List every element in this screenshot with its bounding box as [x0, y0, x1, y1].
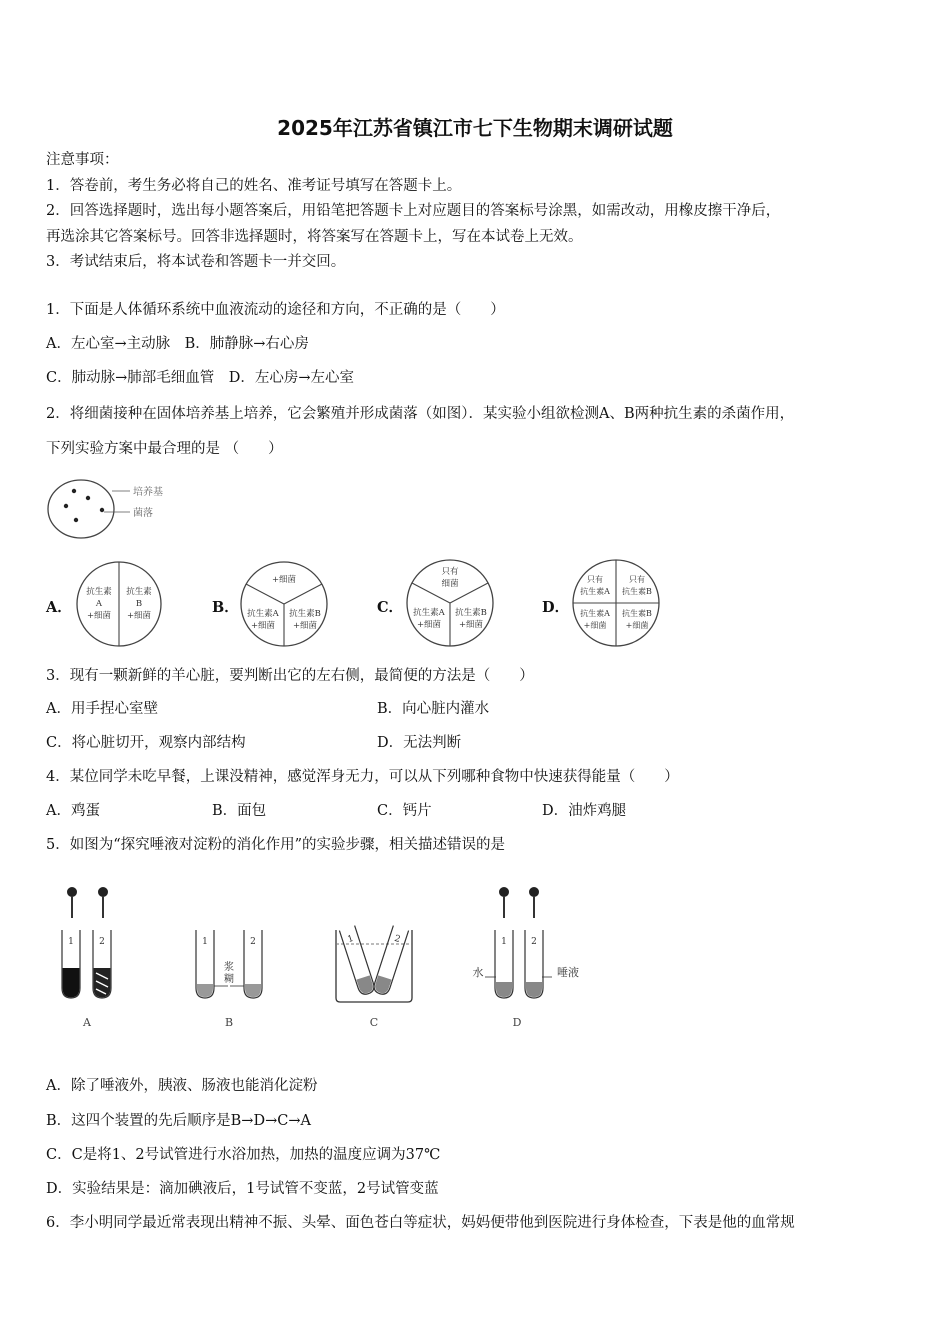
q6-stem: 6．李小明同学最近常表现出精神不振、头晕、面色苍白等症状，妈妈便带他到医院进行身体检查，下表是他的血常规: [46, 1215, 795, 1231]
svg-text:+细菌: +细菌: [126, 611, 152, 621]
svg-text:A: A: [95, 599, 103, 609]
svg-text:唾液: 唾液: [557, 966, 579, 979]
notice-item: 3．考试结束后，将本试卷和答题卡一并交回。: [46, 254, 346, 270]
colony-dot: [74, 518, 78, 522]
svg-text:1: 1: [501, 937, 507, 947]
svg-text:+细菌: +细菌: [583, 621, 607, 630]
svg-text:+细菌: +细菌: [458, 620, 484, 630]
label-medium: 培养基: [133, 487, 163, 498]
svg-text:浆: 浆: [224, 962, 234, 973]
step-d-figure: [473, 887, 580, 1029]
q3-option-d: D．无法判断: [377, 735, 462, 751]
dish-option-d: [570, 558, 662, 648]
colony-dot: [86, 496, 90, 500]
notice-heading: 注意事项：: [46, 152, 119, 168]
svg-text:细菌: 细菌: [441, 579, 459, 589]
q2-option-b-label: B．: [212, 599, 239, 616]
svg-text:B: B: [135, 599, 143, 609]
q2-option-d-label: D．: [542, 599, 570, 616]
svg-text:2: 2: [392, 933, 402, 946]
q2-stem-line2: 下列实验方案中最合理的是 （ ）: [46, 441, 283, 457]
svg-text:2: 2: [531, 937, 537, 947]
q5-option-d: D．实验结果是：滴加碘液后，1号试管不变蓝，2号试管变蓝: [46, 1181, 439, 1197]
notice-item: 2．回答选择题时，选出每小题答案后，用铅笔把答题卡上对应题目的答案标号涂黑，如需改动，用橡皮擦干净后，: [46, 203, 781, 219]
step-a-figure: [62, 887, 111, 1029]
q4-option-a: A．鸡蛋: [46, 803, 100, 819]
q3-option-c: C．将心脏切开，观察内部结构: [46, 735, 246, 751]
exam-title: 2025年江苏省镇江市七下生物期末调研试题: [277, 116, 673, 140]
label-colony: 菌落: [133, 508, 153, 519]
q5-option-c: C．C是将1、2号试管进行水浴加热，加热的温度应调为37℃: [46, 1147, 441, 1163]
step-c-figure: [336, 926, 412, 1029]
svg-text:+细菌: +细菌: [416, 620, 442, 630]
svg-text:抗生素B: 抗生素B: [455, 608, 487, 618]
q4-option-d: D．油炸鸡腿: [542, 803, 627, 819]
svg-text:抗生素B: 抗生素B: [622, 609, 652, 618]
svg-text:1: 1: [202, 937, 208, 947]
q1-stem: 1．下面是人体循环系统中血液流动的途径和方向，不正确的是（ ）: [46, 302, 505, 318]
svg-text:1: 1: [68, 937, 74, 947]
q3-stem: 3．现有一颗新鲜的羊心脏，要判断出它的左右侧，最简便的方法是（ ）: [46, 668, 534, 684]
svg-text:只有: 只有: [629, 575, 645, 584]
svg-text:2: 2: [99, 937, 105, 947]
q1-options-row2: C．肺动脉→肺部毛细血管 D．左心房→左心室: [46, 370, 355, 386]
colony-dot: [100, 508, 104, 512]
q4-stem: 4．某位同学未吃早餐，上课没精神，感觉浑身无力，可以从下列哪种食物中快速获得能量（ ）: [46, 769, 679, 785]
svg-text:+细菌: +细菌: [625, 621, 649, 630]
dish-option-a: [74, 560, 164, 648]
svg-text:抗生素: 抗生素: [86, 587, 112, 597]
colony-dot: [72, 489, 76, 493]
petri-dish-figure: [44, 474, 184, 546]
q4-option-c: C．钙片: [377, 803, 432, 819]
svg-text:+细菌: +细菌: [271, 575, 297, 585]
svg-text:抗生素A: 抗生素A: [580, 609, 610, 618]
step-b-figure: [196, 930, 262, 1029]
q2-stem-line1: 2．将细菌接种在固体培养基上培养，它会繁殖并形成菌落（如图）．某实验小组欲检测A、B两种抗生素的杀菌作用，: [46, 406, 795, 422]
q2-option-a-label: A．: [46, 599, 72, 616]
q2-option-c-label: C．: [377, 599, 404, 616]
svg-text:B: B: [224, 1016, 234, 1029]
q1-options-row1: A．左心室→主动脉 B．肺静脉→右心房: [46, 336, 309, 352]
svg-text:只有: 只有: [441, 567, 459, 577]
svg-text:抗生素A: 抗生素A: [247, 609, 279, 619]
svg-text:+细菌: +细菌: [292, 621, 318, 631]
svg-text:D: D: [512, 1016, 522, 1029]
svg-text:糊: 糊: [224, 974, 234, 985]
svg-text:抗生素A: 抗生素A: [413, 608, 445, 618]
svg-text:只有: 只有: [587, 575, 603, 584]
q5-option-a: A．除了唾液外，胰液、肠液也能消化淀粉: [46, 1078, 318, 1094]
svg-text:+细菌: +细菌: [250, 621, 276, 631]
q5-option-b: B．这四个装置的先后顺序是B→D→C→A: [46, 1113, 311, 1129]
notice-item: 再选涂其它答案标号。回答非选择题时，将答案写在答题卡上，写在本试卷上无效。: [46, 229, 583, 245]
notice-item: 1．答卷前，考生务必将自己的姓名、准考证号填写在答题卡上。: [46, 178, 462, 194]
q4-option-b: B．面包: [212, 803, 267, 819]
svg-text:2: 2: [250, 937, 256, 947]
dish-option-c: [404, 558, 496, 648]
svg-text:抗生素: 抗生素: [126, 587, 152, 597]
svg-text:C: C: [369, 1016, 379, 1029]
colony-dot: [64, 504, 68, 508]
svg-text:1: 1: [346, 933, 356, 946]
svg-text:水: 水: [472, 966, 484, 979]
svg-text:+细菌: +细菌: [86, 611, 112, 621]
saliva-experiment-figure: [40, 878, 600, 1038]
q3-option-b: B．向心脏内灌水: [377, 701, 490, 717]
svg-text:抗生素B: 抗生素B: [289, 609, 321, 619]
svg-text:抗生素A: 抗生素A: [580, 587, 610, 596]
q5-stem: 5．如图为“探究唾液对淀粉的消化作用”的实验步骤，相关描述错误的是: [46, 837, 506, 853]
svg-text:A: A: [83, 1016, 91, 1029]
dish-option-b: [238, 560, 330, 648]
svg-text:抗生素B: 抗生素B: [622, 587, 652, 596]
q3-option-a: A．用手捏心室壁: [46, 701, 158, 717]
petri-dish-outline: [48, 480, 114, 538]
